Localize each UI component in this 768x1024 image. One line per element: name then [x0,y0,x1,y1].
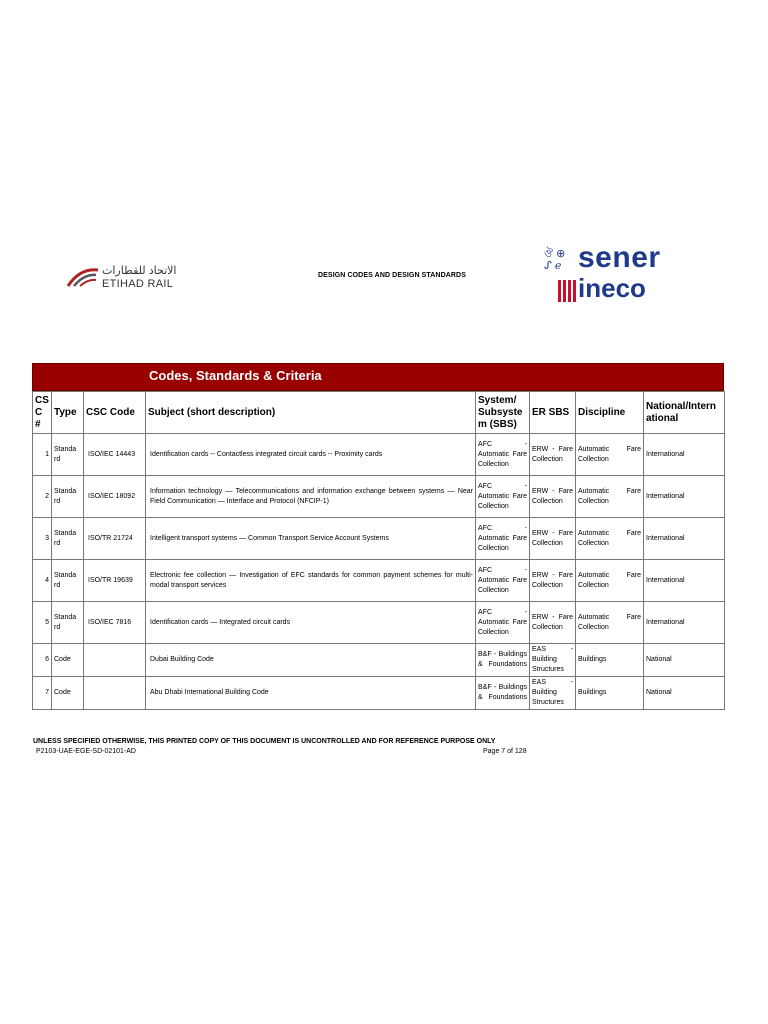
cell-code [84,644,146,677]
sener-symbols-icon: ঔ ⊕ ᔑ ℯ [544,248,566,272]
etihad-arabic-name: الاتحاد للقطارات [102,265,177,277]
table-row [33,602,725,644]
cell-num: 3 [33,518,52,560]
cell-type: Standa rd [52,560,84,602]
table-row [33,476,725,518]
cell-subject: Abu Dhabi International Building Code [146,677,476,710]
cell-subject: Intelligent transport systems — Common Transport Service Account Systems [146,518,476,560]
cell-discipline: Automatic Fare Collection [576,602,644,644]
cell-discipline: Automatic Fare Collection [576,518,644,560]
cell-er-sbs: EAS - Building Structures [530,644,576,677]
cell-type: Standa rd [52,602,84,644]
cell-system: AFC - Automatic Fare Collection [476,518,530,560]
cell-num: 1 [33,434,52,476]
header-type: Type [52,392,84,434]
cell-code: ISO/IEC 18092 [84,476,146,518]
codes-standards-table [32,363,724,710]
cell-national: National [644,677,725,710]
footer-doc-number: P2103-UAE-EGE-SD-02101-AD [36,748,136,755]
page-header [0,240,768,310]
cell-er-sbs: ERW - Fare Collection [530,476,576,518]
header-system: System/ Subsyste m (SBS) [476,392,530,434]
etihad-rail-logo [66,262,176,292]
cell-national: International [644,560,725,602]
sener-wordmark: sener [578,241,661,274]
header-er-sbs: ER SBS [530,392,576,434]
cell-subject: Identification cards — Integrated circuit cards [146,602,476,644]
sener-ineco-logo [544,241,674,304]
cell-num: 2 [33,476,52,518]
ineco-wordmark: ineco [578,273,646,303]
cell-national: International [644,476,725,518]
cell-code [84,677,146,710]
cell-num: 5 [33,602,52,644]
footer-page-number: Page 7 of 128 [483,748,527,755]
cell-system: B&F - Buildings & Foundations [476,644,530,677]
cell-type: Standa rd [52,434,84,476]
table-row [33,518,725,560]
cell-code: ISO/IEC 7816 [84,602,146,644]
cell-er-sbs: ERW - Fare Collection [530,560,576,602]
cell-system: AFC - Automatic Fare Collection [476,476,530,518]
cell-num: 4 [33,560,52,602]
cell-subject: Identification cards -- Contactless integrated circuit cards -- Proximity cards [146,434,476,476]
standards-table [32,391,725,710]
table-row [33,644,725,677]
cell-code: ISO/TR 19639 [84,560,146,602]
ineco-bars-icon [558,280,576,302]
cell-type: Standa rd [52,518,84,560]
etihad-rail-emblem-icon [66,266,100,288]
table-row [33,434,725,476]
cell-national: International [644,434,725,476]
cell-type: Standa rd [52,476,84,518]
table-banner [32,363,724,391]
table-row [33,677,725,710]
cell-er-sbs: ERW - Fare Collection [530,602,576,644]
header-national: National/Intern ational [644,392,725,434]
etihad-english-name: ETIHAD RAIL [102,278,174,290]
cell-discipline: Automatic Fare Collection [576,434,644,476]
cell-subject: Dubai Building Code [146,644,476,677]
cell-system: AFC - Automatic Fare Collection [476,602,530,644]
cell-er-sbs: ERW - Fare Collection [530,518,576,560]
header-discipline: Discipline [576,392,644,434]
footer-disclaimer: UNLESS SPECIFIED OTHERWISE, THIS PRINTED COPY OF THIS DOCUMENT IS UNCONTROLLED AND FOR REFERENCE PURPOSE ONLY [33,738,496,745]
cell-system: AFC - Automatic Fare Collection [476,434,530,476]
header-subject: Subject (short description) [146,392,476,434]
cell-num: 6 [33,644,52,677]
table-header-row [33,392,725,434]
cell-num: 7 [33,677,52,710]
cell-discipline: Buildings [576,644,644,677]
cell-discipline: Automatic Fare Collection [576,560,644,602]
cell-subject: Information technology — Telecommunications and information exchange between systems — Near Field Communication — Interface and Protocol (NFCIP-1) [146,476,476,518]
header-csc-code: CSC Code [84,392,146,434]
cell-er-sbs: EAS - Building Structures [530,677,576,710]
cell-code: ISO/IEC 14443 [84,434,146,476]
cell-subject: Electronic fee collection — Investigation of EFC standards for common payment schemes for multi-modal transport services [146,560,476,602]
cell-national: International [644,518,725,560]
cell-type: Code [52,677,84,710]
header-csc-num: CS C # [33,392,52,434]
cell-code: ISO/TR 21724 [84,518,146,560]
cell-system: B&F - Buildings & Foundations [476,677,530,710]
cell-er-sbs: ERW - Fare Collection [530,434,576,476]
cell-discipline: Automatic Fare Collection [576,476,644,518]
cell-type: Code [52,644,84,677]
cell-national: National [644,644,725,677]
table-row [33,560,725,602]
cell-national: International [644,602,725,644]
table-banner-title: Codes, Standards & Criteria [149,368,322,383]
cell-discipline: Buildings [576,677,644,710]
cell-system: AFC - Automatic Fare Collection [476,560,530,602]
document-title: DESIGN CODES AND DESIGN STANDARDS [318,272,466,279]
